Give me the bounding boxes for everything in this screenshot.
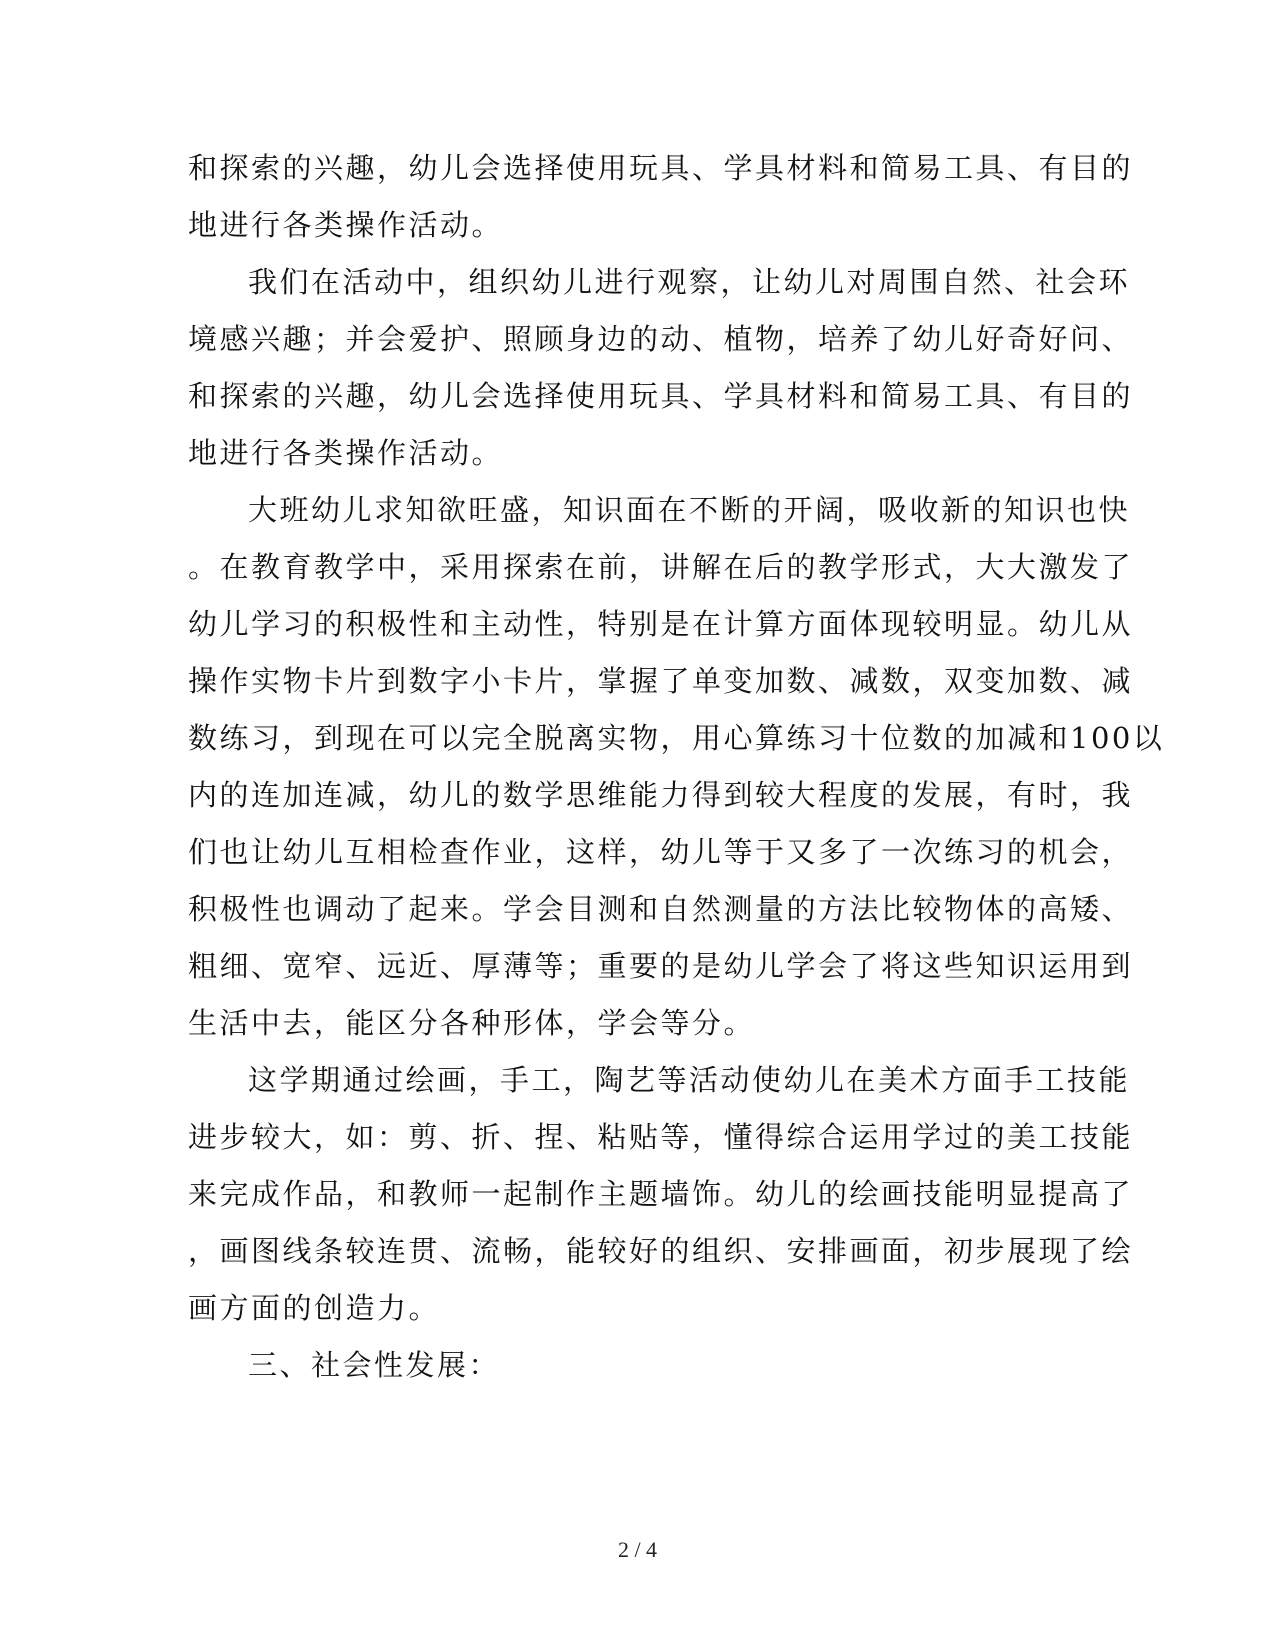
text-line-12: 内的连加连减，幼儿的数学思维能力得到较大程度的发展，有时，我 <box>188 778 1134 812</box>
text-line-21: 画方面的创造力。 <box>188 1291 441 1325</box>
text-line-9: 幼儿学习的积极性和主动性，特别是在计算方面体现较明显。幼儿从 <box>188 607 1134 641</box>
text-line-4: 境感兴趣；并会爱护、照顾身边的动、植物，培养了幼儿好奇好问、 <box>188 322 1134 356</box>
text-line-15: 粗细、宽窄、远近、厚薄等；重要的是幼儿学会了将这些知识运用到 <box>188 949 1134 983</box>
text-line-18: 进步较大，如：剪、折、捏、粘贴等，懂得综合运用学过的美工技能 <box>188 1120 1134 1154</box>
text-line-16: 生活中去，能区分各种形体，学会等分。 <box>188 1006 756 1040</box>
document-body <box>188 140 1165 1394</box>
text-line-3: 我们在活动中，组织幼儿进行观察，让幼儿对周围自然、社会环 <box>248 265 1131 299</box>
text-line-6: 地进行各类操作活动。 <box>188 436 504 470</box>
text-line-11: 数练习，到现在可以完全脱离实物，用心算练习十位数的加减和100以 <box>188 721 1165 755</box>
text-line-10: 操作实物卡片到数字小卡片，掌握了单变加数、减数，双变加数、减 <box>188 664 1134 698</box>
text-line-19: 来完成作品，和教师一起制作主题墙饰。幼儿的绘画技能明显提高了 <box>188 1177 1134 1211</box>
text-line-20: ，画图线条较连贯、流畅，能较好的组织、安排画面，初步展现了绘 <box>188 1234 1134 1268</box>
text-line-14: 积极性也调动了起来。学会目测和自然测量的方法比较物体的高矮、 <box>188 892 1134 926</box>
text-line-17: 这学期通过绘画，手工，陶艺等活动使幼儿在美术方面手工技能 <box>248 1063 1131 1097</box>
text-line-8: 。在教育教学中，采用探索在前，讲解在后的教学形式，大大激发了 <box>188 550 1134 584</box>
text-line-13: 们也让幼儿互相检查作业，这样，幼儿等于又多了一次练习的机会， <box>188 835 1134 869</box>
section-heading: 三、社会性发展： <box>248 1348 501 1382</box>
text-line-5: 和探索的兴趣，幼儿会选择使用玩具、学具材料和简易工具、有目的 <box>188 379 1134 413</box>
text-line-2: 地进行各类操作活动。 <box>188 208 504 242</box>
text-line-7: 大班幼儿求知欲旺盛，知识面在不断的开阔，吸收新的知识也快 <box>248 493 1131 527</box>
page-number: 2 / 4 <box>617 1537 658 1562</box>
text-line-1: 和探索的兴趣，幼儿会选择使用玩具、学具材料和简易工具、有目的 <box>188 151 1134 185</box>
